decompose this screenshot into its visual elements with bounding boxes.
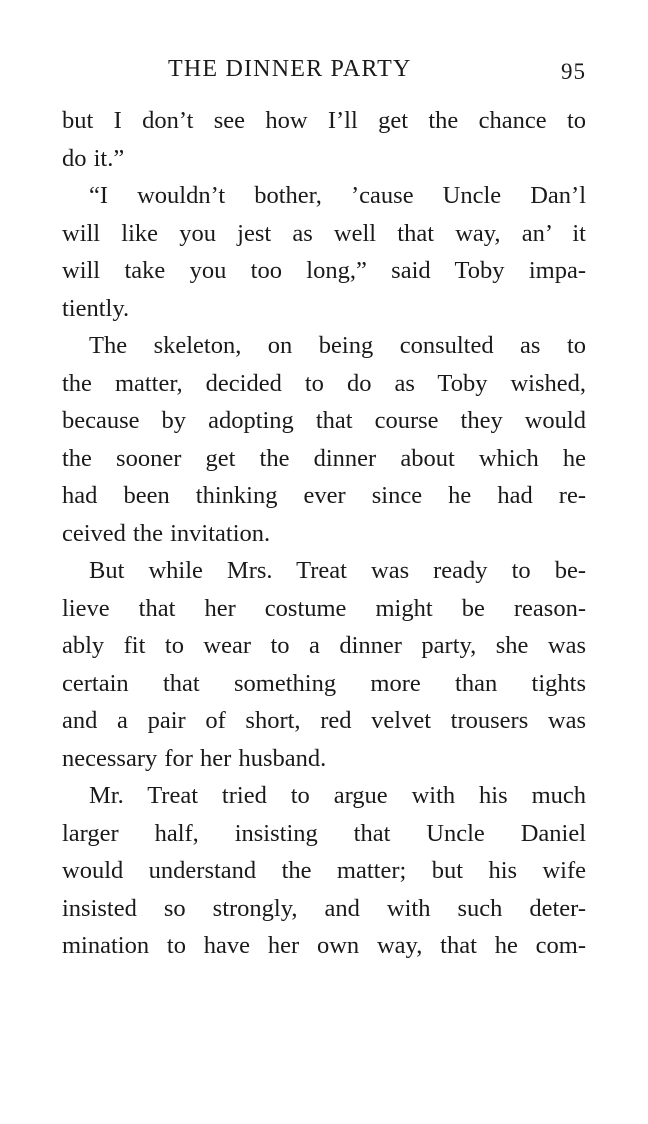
text-line: larger half, insisting that Uncle Daniel: [62, 819, 586, 847]
text-line: Mr. Treat tried to argue with his much: [89, 782, 586, 809]
text-line: insisted so strongly, and with such deter-: [62, 894, 586, 922]
text-line: necessary for her husband.: [62, 744, 327, 772]
text-line: certain that something more than tights: [62, 669, 586, 697]
text-line: would understand the matter; but his wife: [62, 857, 586, 884]
text-line: will take you too long,” said Toby impa-: [62, 257, 586, 284]
text-line: because by adopting that course they would: [62, 407, 586, 434]
text-line: tiently.: [62, 294, 130, 322]
running-head: [62, 54, 586, 88]
text-line: and a pair of short, red velvet trousers was: [62, 707, 586, 734]
text-line: mination to have her own way, that he com-: [62, 932, 586, 959]
text-line: But while Mrs. Treat was ready to be-: [89, 557, 586, 584]
text-line: ably fit to wear to a dinner party, she was: [62, 632, 586, 659]
text-line: do it.”: [62, 144, 125, 172]
text-line: the sooner get the dinner about which he: [62, 444, 586, 472]
text-line: will like you jest as well that way, an’ it: [62, 219, 586, 247]
body-text: [62, 102, 586, 965]
text-line: ceived the invitation.: [62, 519, 271, 547]
text-line: but I don’t see how I’ll get the chance to: [62, 107, 586, 134]
running-head-title: THE DINNER PARTY: [168, 56, 412, 82]
text-line: had been thinking ever since he had re-: [62, 482, 586, 509]
text-line: lieve that her costume might be reason-: [62, 594, 586, 622]
text-line: the matter, decided to do as Toby wished,: [62, 369, 586, 397]
text-line: The skeleton, on being consulted as to: [89, 332, 586, 359]
page-number: 95: [561, 59, 586, 84]
text-line: “I wouldn’t bother, ’cause Uncle Dan’l: [89, 182, 586, 209]
